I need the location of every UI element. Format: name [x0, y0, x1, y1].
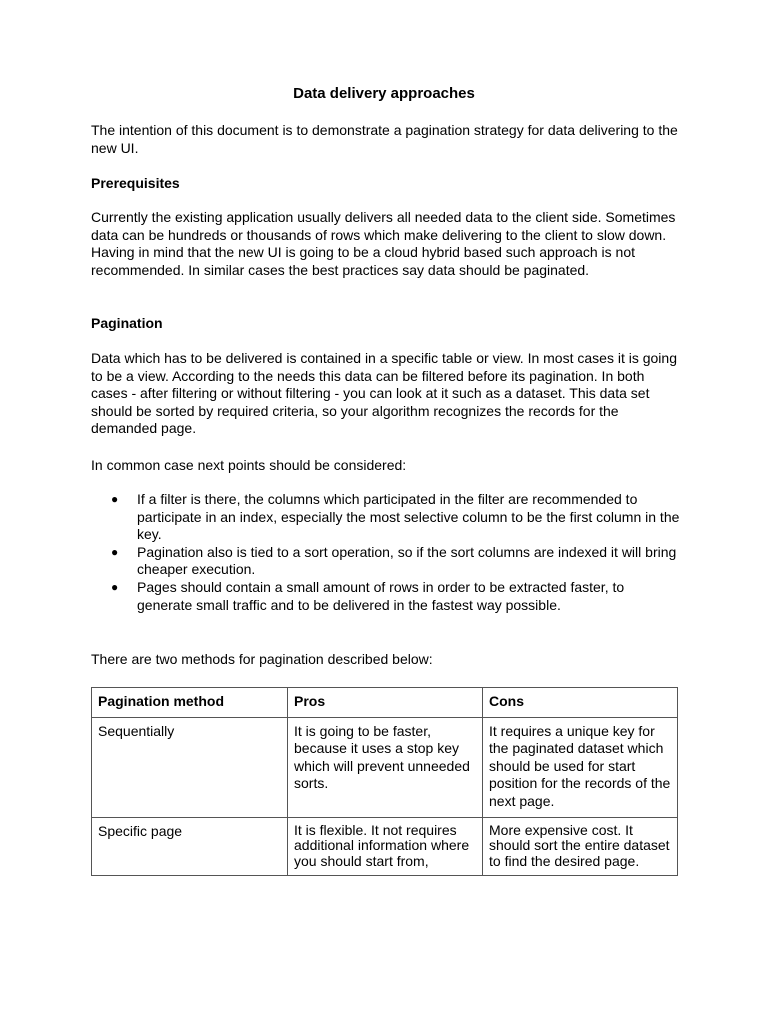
table-cell-cons: More expensive cost. It should sort the entire dataset to find the desired page. — [483, 817, 678, 876]
bullet-icon: ● — [111, 492, 119, 506]
table-cell-pros: It is going to be faster, because it uses a stop key which will prevent unneeded sorts. — [288, 717, 483, 817]
pagination-heading: Pagination — [91, 315, 163, 331]
list-item — [91, 579, 681, 614]
pagination-methods-table — [91, 687, 678, 876]
table-cell-cons: It requires a unique key for the paginated dataset which should be used for start position for the records of the next page. — [483, 717, 678, 817]
table-row — [92, 817, 678, 876]
bullet-icon: ● — [111, 579, 119, 594]
table-row — [92, 717, 678, 817]
list-item — [91, 544, 681, 579]
column-header-pros: Pros — [288, 688, 483, 718]
table-cell-method: Specific page — [92, 817, 288, 876]
considerations-list — [91, 491, 681, 614]
pagination-paragraph: Data which has to be delivered is contained in a specific table or view. In most cases it is going to be a view. According to the needs this data can be filtered before its pagination. In both cases - after filtering or without filtering - you can look at it such as a dataset. This data set should be sorted by required criteria, so your algorithm recognizes the records for the demanded page. — [91, 350, 677, 437]
common-case-paragraph: In common case next points should be considered: — [91, 457, 407, 473]
table-cell-pros: It is flexible. It not requires additional information where you should start from, — [288, 817, 483, 876]
column-header-cons: Cons — [483, 688, 678, 718]
list-item — [91, 491, 681, 544]
methods-intro-paragraph: There are two methods for pagination described below: — [91, 651, 433, 667]
prerequisites-heading: Prerequisites — [91, 175, 180, 191]
column-header-method: Pagination method — [92, 688, 288, 718]
list-item-text: Pagination also is tied to a sort operation, so if the sort columns are indexed it will bring cheaper execution. — [137, 543, 677, 578]
bullet-icon: ● — [111, 544, 119, 559]
table-header-row — [92, 688, 678, 718]
intro-paragraph: The intention of this document is to demonstrate a pagination strategy for data delivering to the new UI. — [91, 122, 678, 156]
table-cell-method: Sequentially — [92, 717, 288, 817]
list-item-text: Pages should contain a small amount of rows in order to be extracted faster, to generate small traffic and to be delivered in the fastest way possible. — [137, 578, 625, 613]
list-item-text: If a filter is there, the columns which participated in the filter are recommended to participate in an index, especially the most selective column to be the first column in the key. — [137, 491, 680, 543]
document-title: Data delivery approaches — [293, 85, 475, 102]
prerequisites-paragraph: Currently the existing application usually delivers all needed data to the client side. Sometimes data can be hundreds or thousands of rows which make delivering to the client to slow down. Having in mind that the new UI is going to be a cloud hybrid based such approach is not recommended. In similar cases the best practices say data should be paginated. — [91, 209, 676, 278]
